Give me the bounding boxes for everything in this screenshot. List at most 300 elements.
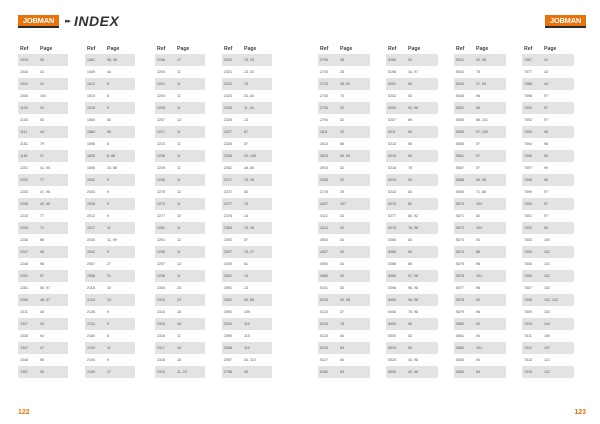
page-cell: 18 bbox=[177, 358, 181, 362]
table-row bbox=[18, 330, 68, 342]
ref-cell: 2397 bbox=[224, 250, 232, 254]
page-cell: 11 bbox=[177, 70, 181, 74]
ref-cell: 2316 bbox=[157, 334, 165, 338]
page-cell: 11 bbox=[177, 166, 181, 170]
ref-cell: 2597 bbox=[224, 358, 232, 362]
ref-cell: 2200 bbox=[157, 70, 165, 74]
table-row bbox=[386, 54, 438, 66]
page-cell: 88 bbox=[40, 238, 44, 242]
page-cell: 94 bbox=[40, 334, 44, 338]
table-row bbox=[155, 198, 205, 210]
table-row bbox=[155, 114, 205, 126]
page-cell: 27 bbox=[107, 370, 111, 374]
table-row bbox=[454, 318, 506, 330]
table-row bbox=[318, 54, 370, 66]
page-cell: 86 bbox=[340, 142, 344, 146]
ref-cell: 5124 bbox=[320, 322, 328, 326]
table-row bbox=[222, 318, 272, 330]
page-cell: 44 bbox=[40, 130, 44, 134]
page-cell: 13 bbox=[244, 118, 248, 122]
ref-cell: 5555 bbox=[456, 118, 464, 122]
ref-cell: 1236 bbox=[20, 238, 28, 242]
ref-cell: 5405 bbox=[388, 298, 396, 302]
page-cell: 96 bbox=[408, 322, 412, 326]
ref-cell: 1335 bbox=[20, 334, 28, 338]
page-cell: 105 bbox=[544, 334, 550, 338]
table-row bbox=[522, 270, 574, 282]
table-row bbox=[222, 366, 272, 378]
ref-cell: 5569 bbox=[456, 190, 464, 194]
ref-cell: 2315 bbox=[157, 322, 165, 326]
page-cell: 27 bbox=[107, 262, 111, 266]
table-row bbox=[454, 306, 506, 318]
table-row bbox=[18, 306, 68, 318]
table-row bbox=[386, 162, 438, 174]
page-cell: 103 bbox=[476, 202, 482, 206]
table-row bbox=[18, 318, 68, 330]
page-cell: 11 bbox=[107, 346, 111, 350]
ref-cell: 7607 bbox=[524, 286, 532, 290]
ref-cell: 5201 bbox=[388, 82, 396, 86]
table-row bbox=[222, 198, 272, 210]
table-row bbox=[85, 138, 135, 150]
ref-cell: 7608 bbox=[524, 298, 532, 302]
page-header: Page bbox=[177, 46, 190, 52]
ref-cell: 7598 bbox=[524, 178, 532, 182]
ref-cell: 1512 bbox=[87, 82, 95, 86]
page-cell: 97 bbox=[544, 214, 548, 218]
table-row bbox=[522, 318, 574, 330]
table-row bbox=[454, 114, 506, 126]
table-row bbox=[222, 174, 272, 186]
ref-cell: 5103 bbox=[320, 298, 328, 302]
page-cell: 77 bbox=[40, 214, 44, 218]
table-row bbox=[454, 342, 506, 354]
ref-cell: 7604 bbox=[524, 250, 532, 254]
ref-cell: 4502 bbox=[320, 238, 328, 242]
ref-cell: 5582 bbox=[456, 346, 464, 350]
brand-logo: JOBMAN bbox=[545, 15, 586, 28]
table-row bbox=[18, 294, 68, 306]
table-row bbox=[85, 198, 135, 210]
ref-cell: 5548 bbox=[456, 94, 464, 98]
ref-cell: 2596 bbox=[224, 346, 232, 350]
table-row bbox=[222, 162, 272, 174]
page-cell: 42, 96 bbox=[408, 370, 418, 374]
table-row bbox=[522, 78, 574, 90]
page-header: Page bbox=[340, 46, 353, 52]
ref-cell: 5584 bbox=[456, 370, 464, 374]
page-cell: 9 bbox=[107, 106, 109, 110]
page-cell: 43 bbox=[544, 70, 548, 74]
index-column bbox=[386, 44, 438, 378]
table-row bbox=[454, 150, 506, 162]
table-row bbox=[522, 150, 574, 162]
ref-cell: 5203 bbox=[388, 106, 396, 110]
ref-cell: 1151 bbox=[20, 142, 28, 146]
table-row bbox=[155, 126, 205, 138]
ref-cell: 7609 bbox=[524, 310, 532, 314]
page-cell: 34 bbox=[340, 250, 344, 254]
ref-cell: 1584 bbox=[87, 130, 95, 134]
page-cell: 54 bbox=[408, 346, 412, 350]
table-row bbox=[454, 78, 506, 90]
ref-cell: 2378 bbox=[224, 214, 232, 218]
table-row bbox=[155, 306, 205, 318]
ref-cell: 5126 bbox=[320, 346, 328, 350]
page-cell: 42, 96 bbox=[476, 58, 486, 62]
table-row bbox=[18, 282, 68, 294]
page-cell: 109 bbox=[244, 310, 250, 314]
page-cell: 11 bbox=[177, 154, 181, 158]
table-row bbox=[454, 246, 506, 258]
table-row bbox=[318, 270, 370, 282]
table-row bbox=[222, 138, 272, 150]
ref-cell: 2297 bbox=[157, 262, 165, 266]
table-row bbox=[318, 174, 370, 186]
page-cell: 13 bbox=[244, 202, 248, 206]
table-row bbox=[454, 174, 506, 186]
ref-cell: 5202 bbox=[388, 94, 396, 98]
page-cell: 96 bbox=[476, 106, 480, 110]
table-row bbox=[155, 78, 205, 90]
page-cell: 11 bbox=[177, 178, 181, 182]
ref-cell: 1201 bbox=[20, 166, 28, 170]
page-title: INDEX bbox=[74, 13, 120, 29]
ref-cell: 2392 bbox=[224, 238, 232, 242]
page-cell: 28 bbox=[340, 58, 344, 62]
table-row bbox=[318, 150, 370, 162]
table-row bbox=[222, 66, 272, 78]
page-header: Page bbox=[476, 46, 489, 52]
ref-cell: 5216 bbox=[388, 154, 396, 158]
page-cell: 110 bbox=[244, 322, 250, 326]
page-cell: 98 bbox=[476, 286, 480, 290]
table-row bbox=[155, 162, 205, 174]
page-number: 123 bbox=[574, 409, 586, 416]
ref-cell: 7596 bbox=[524, 154, 532, 158]
table-row bbox=[318, 258, 370, 270]
brand-logo: JOBMAN bbox=[18, 15, 59, 28]
table-row bbox=[85, 246, 135, 258]
table-row bbox=[454, 222, 506, 234]
page-cell: 44 bbox=[107, 70, 111, 74]
page-cell: 93 bbox=[408, 94, 412, 98]
ref-cell: 5571 bbox=[456, 214, 464, 218]
ref-cell: 5396 bbox=[388, 286, 396, 290]
table-row bbox=[318, 342, 370, 354]
page-cell: 48, 80 bbox=[244, 166, 254, 170]
page-cell: 9 bbox=[107, 310, 109, 314]
page-cell: 50, 97 bbox=[40, 286, 50, 290]
table-row bbox=[85, 354, 135, 366]
page-cell: 13 bbox=[177, 262, 181, 266]
page-cell: 121 bbox=[544, 370, 550, 374]
ref-cell: 5576 bbox=[456, 274, 464, 278]
table-row bbox=[522, 294, 574, 306]
page-cell: 89, 96 bbox=[476, 178, 486, 182]
page-cell: 102 bbox=[544, 286, 550, 290]
table-row bbox=[18, 138, 68, 150]
ref-cell: 7577 bbox=[524, 70, 532, 74]
ref-cell: 2012 bbox=[87, 214, 95, 218]
table-row bbox=[522, 66, 574, 78]
page-cell: 9 bbox=[107, 250, 109, 254]
ref-header: Ref bbox=[456, 46, 465, 52]
ref-cell: 1225 bbox=[20, 226, 28, 230]
ref-cell: 2030 bbox=[87, 238, 95, 242]
ref-cell: 2204 bbox=[157, 94, 165, 98]
ref-cell: 2195 bbox=[87, 370, 95, 374]
ref-cell: 2377 bbox=[224, 202, 232, 206]
table-row bbox=[454, 210, 506, 222]
ref-cell: 5552 bbox=[456, 106, 464, 110]
ref-cell: 2277 bbox=[157, 214, 165, 218]
page-cell: 9 bbox=[107, 322, 109, 326]
table-row bbox=[222, 342, 272, 354]
page-cell: 97 bbox=[476, 166, 480, 170]
page-cell: 45 bbox=[40, 310, 44, 314]
table-row bbox=[155, 342, 205, 354]
ref-cell: 1348 bbox=[20, 358, 28, 362]
table-row bbox=[222, 270, 272, 282]
ref-cell: 2239 bbox=[157, 166, 165, 170]
page-cell: 93 bbox=[476, 238, 480, 242]
table-row bbox=[454, 354, 506, 366]
page-cell: 98 bbox=[544, 142, 548, 146]
table-row bbox=[318, 354, 370, 366]
table-row bbox=[386, 66, 438, 78]
ref-cell: 4112 bbox=[320, 214, 328, 218]
page-cell: 50 bbox=[107, 118, 111, 122]
page-cell: 97 bbox=[544, 118, 548, 122]
page-cell: 40 bbox=[40, 370, 44, 374]
ref-cell: 5575 bbox=[456, 262, 464, 266]
page-cell: 95 bbox=[40, 358, 44, 362]
page-cell: 93 bbox=[408, 178, 412, 182]
ref-cell: 2317 bbox=[157, 346, 165, 350]
table-row bbox=[85, 174, 135, 186]
table-row bbox=[155, 222, 205, 234]
column-header bbox=[318, 44, 370, 54]
page-cell: 33 bbox=[340, 130, 344, 134]
ref-cell: 2753 bbox=[320, 106, 328, 110]
page-cell: 107 bbox=[340, 202, 346, 206]
table-row bbox=[85, 90, 135, 102]
page-cell: 83 bbox=[408, 190, 412, 194]
page-cell: 9 bbox=[107, 358, 109, 362]
table-row bbox=[454, 366, 506, 378]
page-cell: 71 bbox=[40, 226, 44, 230]
page-cell: 11 bbox=[177, 94, 181, 98]
ref-cell: 5127 bbox=[320, 358, 328, 362]
ref-cell: 1596 bbox=[87, 142, 95, 146]
index-column bbox=[18, 44, 68, 378]
page-cell: 13, 18 bbox=[244, 226, 254, 230]
ref-cell: 5520 bbox=[388, 358, 396, 362]
page-cell: 89, 95 bbox=[340, 154, 350, 158]
ref-cell: 2328 bbox=[224, 142, 232, 146]
ref-cell: 5583 bbox=[456, 358, 464, 362]
page-cell: 61 bbox=[244, 262, 248, 266]
ref-cell: 1041 bbox=[20, 82, 28, 86]
table-row bbox=[222, 54, 272, 66]
page-cell: 8 bbox=[107, 334, 109, 338]
page-cell: 94 bbox=[476, 334, 480, 338]
page-cell: 99 bbox=[544, 166, 548, 170]
table-row bbox=[85, 54, 135, 66]
page-cell: 80, 92 bbox=[408, 214, 418, 218]
table-row bbox=[222, 246, 272, 258]
table-row bbox=[522, 126, 574, 138]
ref-cell: 7615 bbox=[524, 370, 532, 374]
page-header: Page bbox=[544, 46, 557, 52]
ref-cell: 2320 bbox=[224, 58, 232, 62]
table-row bbox=[522, 90, 574, 102]
ref-cell: 5510 bbox=[388, 346, 396, 350]
table-row bbox=[155, 294, 205, 306]
ref-cell: 2798 bbox=[224, 370, 232, 374]
page-cell: 84 bbox=[340, 346, 344, 350]
ref-cell: 5120 bbox=[320, 310, 328, 314]
page-cell: 32 bbox=[340, 166, 344, 170]
ref-header: Ref bbox=[224, 46, 233, 52]
page-cell: 101 bbox=[544, 274, 550, 278]
table-row bbox=[222, 306, 272, 318]
table-row bbox=[386, 318, 438, 330]
page-cell: 18 bbox=[177, 310, 181, 314]
table-row bbox=[386, 90, 438, 102]
page-cell: 33 bbox=[340, 214, 344, 218]
table-row bbox=[85, 366, 135, 378]
table-row bbox=[222, 186, 272, 198]
page-cell: 12 bbox=[177, 190, 181, 194]
ref-cell: 2362 bbox=[224, 166, 232, 170]
page-cell: 97 bbox=[544, 94, 548, 98]
ref-cell: 5570 bbox=[456, 202, 464, 206]
table-row bbox=[386, 258, 438, 270]
ref-cell: 7611 bbox=[524, 334, 532, 338]
ref-cell: 1405 bbox=[87, 70, 95, 74]
table-row bbox=[318, 282, 370, 294]
table-row bbox=[386, 198, 438, 210]
table-row bbox=[18, 102, 68, 114]
page-cell: 28, 92 bbox=[340, 82, 350, 86]
page-cell: 97 bbox=[476, 142, 480, 146]
ref-cell: 2291 bbox=[157, 238, 165, 242]
page-cell: 23 bbox=[177, 286, 181, 290]
table-row bbox=[318, 306, 370, 318]
table-row bbox=[522, 162, 574, 174]
table-row bbox=[522, 258, 574, 270]
page-cell: 97 bbox=[544, 202, 548, 206]
table-row bbox=[222, 282, 272, 294]
ref-cell: 2321 bbox=[224, 70, 232, 74]
page-cell: 84 bbox=[340, 358, 344, 362]
table-row bbox=[318, 366, 370, 378]
table-row bbox=[522, 246, 574, 258]
table-row bbox=[85, 294, 135, 306]
ref-cell: 1247 bbox=[20, 250, 28, 254]
ref-cell: 7603 bbox=[524, 238, 532, 242]
table-row bbox=[522, 114, 574, 126]
page-cell: 13, 23 bbox=[244, 58, 254, 62]
table-row bbox=[155, 258, 205, 270]
table-row bbox=[318, 78, 370, 90]
table-row bbox=[222, 150, 272, 162]
page-cell: 97, 100 bbox=[476, 130, 488, 134]
page-cell: 18 bbox=[177, 322, 181, 326]
page-cell: 41 bbox=[40, 70, 44, 74]
ref-cell: 3719 bbox=[320, 190, 328, 194]
page-cell: 87 bbox=[244, 142, 248, 146]
table-row bbox=[155, 90, 205, 102]
ref-cell: 7605 bbox=[524, 262, 532, 266]
ref-cell: 2314 bbox=[157, 310, 165, 314]
table-row bbox=[318, 102, 370, 114]
ref-cell: 7588 bbox=[524, 82, 532, 86]
table-row bbox=[85, 126, 135, 138]
ref-cell: 7593 bbox=[524, 130, 532, 134]
table-row bbox=[18, 210, 68, 222]
ref-cell: 2126 bbox=[87, 310, 95, 314]
table-row bbox=[85, 270, 135, 282]
page-cell: 8, 88 bbox=[107, 154, 115, 158]
page-cell: 98 bbox=[40, 250, 44, 254]
table-row bbox=[454, 282, 506, 294]
page-cell: 10 bbox=[177, 214, 181, 218]
page-cell: 43, 98 bbox=[408, 358, 418, 362]
table-row bbox=[85, 342, 135, 354]
ref-cell: 5219 bbox=[388, 178, 396, 182]
ref-cell: 5568 bbox=[456, 178, 464, 182]
ref-cell: 7606 bbox=[524, 274, 532, 278]
page-cell: 43 bbox=[40, 322, 44, 326]
page-cell: 93, 96 bbox=[408, 106, 418, 110]
ref-cell: 2201 bbox=[157, 82, 165, 86]
table-row bbox=[85, 306, 135, 318]
table-row bbox=[454, 198, 506, 210]
page-cell: 104 bbox=[544, 322, 550, 326]
ref-cell: 4507 bbox=[320, 250, 328, 254]
page-cell: 34, 98 bbox=[340, 298, 350, 302]
ref-cell: 5198 bbox=[388, 70, 396, 74]
table-row bbox=[386, 234, 438, 246]
page-cell: 11 bbox=[177, 130, 181, 134]
page-cell: 101 bbox=[544, 250, 550, 254]
page-cell: 97 bbox=[40, 274, 44, 278]
ref-cell: 2833 bbox=[320, 154, 328, 158]
page-cell: 97 bbox=[544, 106, 548, 110]
page-cell: 24 bbox=[40, 106, 44, 110]
table-row bbox=[85, 330, 135, 342]
page-cell: 85 bbox=[408, 262, 412, 266]
ref-cell: 5580 bbox=[456, 322, 464, 326]
page-cell: 10 bbox=[107, 286, 111, 290]
table-row bbox=[85, 66, 135, 78]
table-row bbox=[454, 162, 506, 174]
page-cell: 28 bbox=[340, 70, 344, 74]
table-row bbox=[386, 78, 438, 90]
ref-cell: 7601 bbox=[524, 214, 532, 218]
ref-header: Ref bbox=[388, 46, 397, 52]
page-cell: 74 bbox=[340, 94, 344, 98]
page-cell: 84 bbox=[408, 82, 412, 86]
page-cell: 16 bbox=[177, 346, 181, 350]
page-cell: 83 bbox=[340, 370, 344, 374]
ref-cell: 5207 bbox=[388, 118, 396, 122]
table-row bbox=[18, 90, 68, 102]
